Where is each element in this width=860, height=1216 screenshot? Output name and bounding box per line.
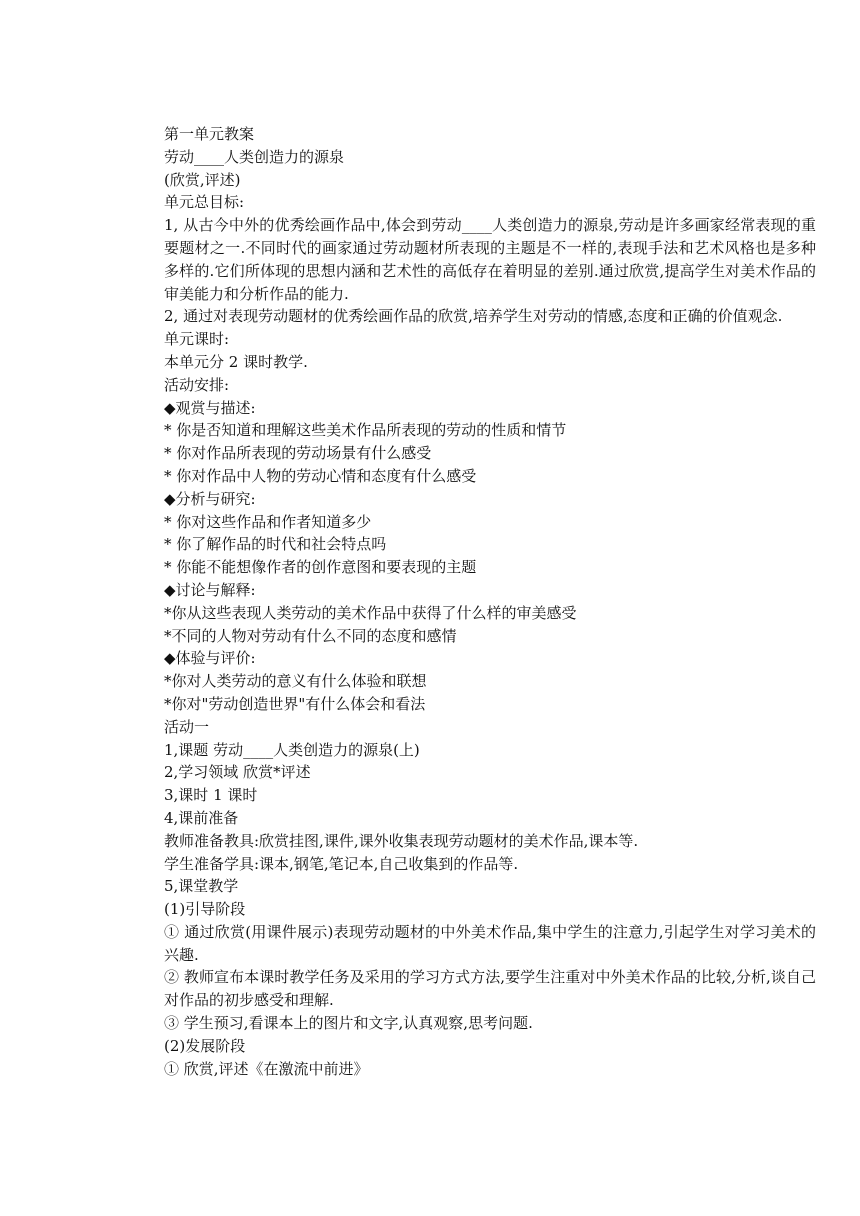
- discuss-heading: ◆讨论与解释:: [164, 580, 256, 599]
- classroom-heading: 5,课堂教学: [164, 877, 239, 896]
- stage-1-item-2: ② 教师宣布本课时教学任务及采用的学习方式方法,要学生注重对中外美术作品的比较,分析,谈自己对作品的初步感受和理解.: [164, 968, 816, 1010]
- document-title: 第一单元教案: [164, 125, 255, 143]
- stage-2-heading: (2)发展阶段: [164, 1036, 246, 1055]
- analyze-question-1: * 你对这些作品和作者知道多少: [164, 512, 372, 531]
- stage-2-item-1: ① 欣赏,评述《在激流中前进》: [164, 1059, 369, 1078]
- preparation-heading: 4,课前准备: [164, 808, 239, 827]
- activities-heading: 活动安排:: [164, 375, 230, 394]
- experience-question-2: *你对"劳动创造世界"有什么体会和看法: [164, 694, 426, 713]
- teacher-preparation: 教师准备教具:欣赏挂图,课件,课外收集表现劳动题材的美术作品,课本等.: [164, 831, 639, 850]
- discuss-question-2: *不同的人物对劳动有什么不同的态度和感情: [164, 626, 457, 645]
- observe-question-1: * 你是否知道和理解这些美术作品所表现的劳动的性质和情节: [164, 421, 567, 440]
- observe-question-3: * 你对作品中人物的劳动心情和态度有什么感受: [164, 466, 477, 485]
- lesson-hours: 3,课时 1 课时: [164, 786, 258, 805]
- unit-hours-text: 本单元分 2 课时教学.: [164, 352, 308, 371]
- observe-question-2: * 你对作品所表现的劳动场景有什么感受: [164, 444, 432, 463]
- analyze-question-2: * 你了解作品的时代和社会特点吗: [164, 535, 387, 554]
- analyze-heading: ◆分析与研究:: [164, 489, 256, 508]
- activity-one-heading: 活动一: [164, 717, 210, 736]
- student-preparation: 学生准备学具:课本,钢笔,笔记本,自己收集到的作品等.: [164, 854, 519, 873]
- lesson-title: 1,课题 劳动____人类创造力的源泉(上): [164, 740, 420, 759]
- unit-goal-heading: 单元总目标:: [164, 193, 245, 212]
- experience-question-1: *你对人类劳动的意义有什么体验和联想: [164, 672, 427, 691]
- analyze-question-3: * 你能不能想像作者的创作意图和要表现的主题: [164, 558, 477, 577]
- unit-goal-2: 2, 通过对表现劳动题材的优秀绘画作品的欣赏,培养学生对劳动的情感,态度和正确的价值观念.: [164, 307, 783, 326]
- stage-1-item-3: ③ 学生预习,看课本上的图片和文字,认真观察,思考问题.: [164, 1014, 533, 1033]
- observe-heading: ◆观赏与描述:: [164, 398, 256, 417]
- stage-1-item-1: ① 通过欣赏(用课件展示)表现劳动题材的中外美术作品,集中学生的注意力,引起学生对学习美术的兴趣.: [164, 922, 816, 964]
- unit-hours-heading: 单元课时:: [164, 330, 230, 349]
- document-content: [164, 123, 816, 1080]
- stage-1-heading: (1)引导阶段: [164, 900, 246, 919]
- document-category: (欣赏,评述): [164, 170, 241, 189]
- experience-heading: ◆体验与评价:: [164, 649, 256, 668]
- unit-goal-1: 1, 从古今中外的优秀绘画作品中,体会到劳动____人类创造力的源泉,劳动是许多画家经常表现的重要题材之一.不同时代的画家通过劳动题材所表现的主题是不一样的,表现手法和艺术风格也是多种多样的.它们所体现的思想内涵和艺术性的高低存在着明显的差别.通过欣赏,提高学生对美术作品的审美能力和分析作品的能力.: [164, 216, 816, 303]
- document-subtitle: 劳动____人类创造力的源泉: [164, 147, 345, 166]
- learning-domain: 2,学习领域 欣赏*评述: [164, 763, 311, 782]
- discuss-question-1: *你从这些表现人类劳动的美术作品中获得了什么样的审美感受: [164, 603, 577, 622]
